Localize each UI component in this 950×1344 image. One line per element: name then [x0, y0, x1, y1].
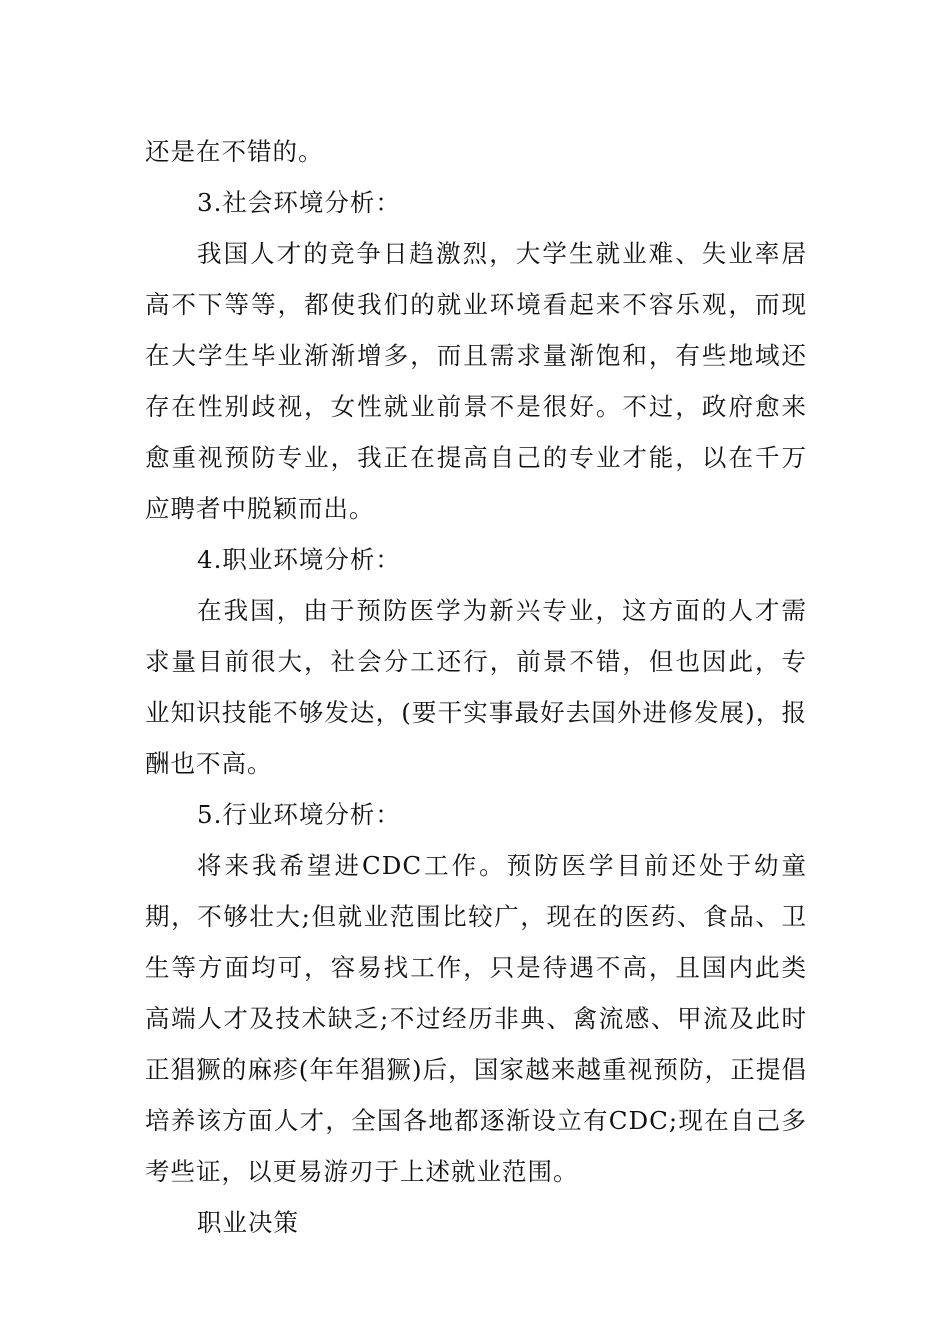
paragraph-continuation: 还是在不错的。 [145, 137, 324, 166]
section-heading-industry-environment: 5.行业环境分析： [197, 800, 401, 829]
paragraph-social-environment: 我国人才的竞争日趋激烈，大学生就业难、失业率居高不下等等，都使我们的就业环境看起来不容乐观，而现在大学生毕业渐渐增多，而且需求量渐饱和，有些地域还存在性别歧视，女性就业前景不是很好。不过，政府愈来愈重视预防专业，我正在提高自己的专业才能，以在千万应聘者中脱颖而出。 [145, 239, 807, 523]
section-heading-career-decision: 职业决策 [197, 1208, 299, 1237]
paragraph-career-environment: 在我国，由于预防医学为新兴专业，这方面的人才需求量目前很大，社会分工还行，前景不错，但也因此，专业知识技能不够发达，(要干实事最好去国外进修发展)，报酬也不高。 [145, 596, 807, 778]
section-heading-social-environment: 3.社会环境分析： [197, 188, 401, 217]
document-body [145, 126, 807, 1248]
paragraph-industry-environment: 将来我希望进CDC工作。预防医学目前还处于幼童期，不够壮大;但就业范围比较广，现在的医药、食品、卫生等方面均可，容易找工作，只是待遇不高，且国内此类高端人才及技术缺乏;不过经历非典、禽流感、甲流及此时正猖獗的麻疹(年年猖獗)后，国家越来越重视预防，正提倡培养该方面人才，全国各地都逐渐设立有CDC;现在自己多考些证，以更易游刃于上述就业范围。 [145, 851, 807, 1186]
section-heading-career-environment: 4.职业环境分析： [197, 545, 401, 574]
